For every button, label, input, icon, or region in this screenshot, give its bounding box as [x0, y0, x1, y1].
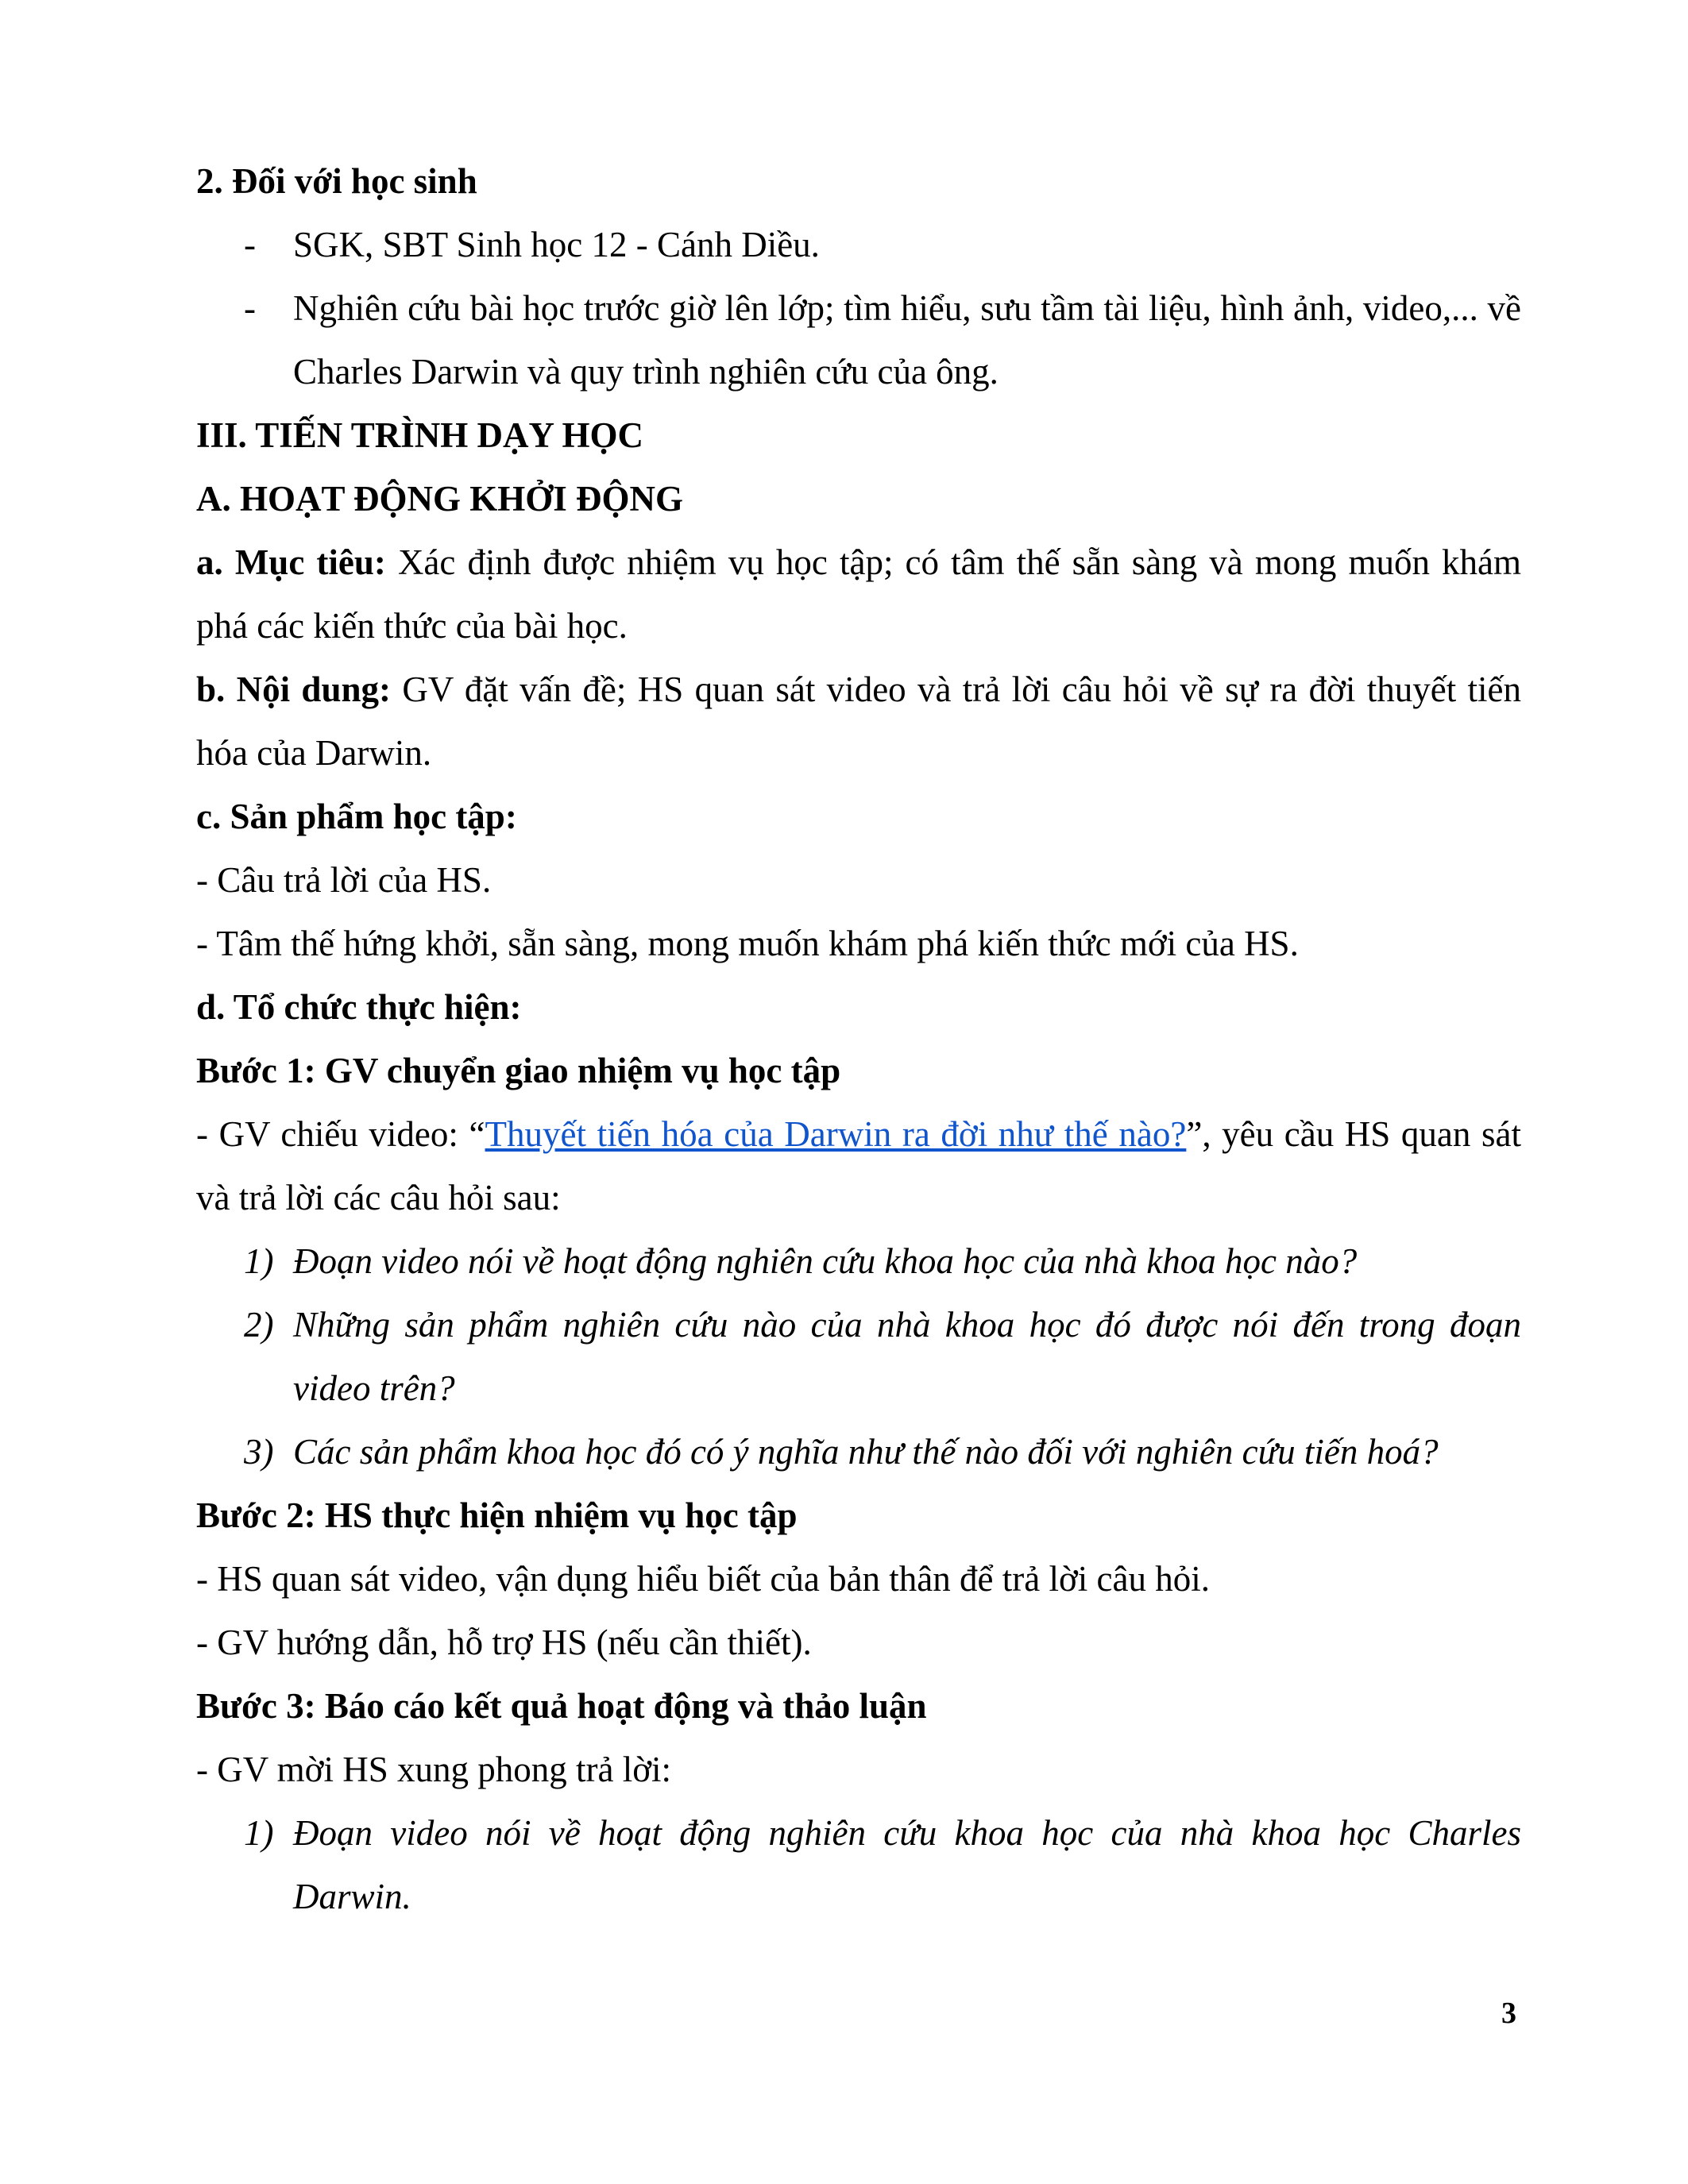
organization-label: d. Tổ chức thực hiện: — [196, 987, 522, 1027]
product-item: - Tâm thế hứng khởi, sẵn sàng, mong muốn khám phá kiến thức mới của HS. — [196, 924, 1299, 963]
step1-intro-before: - GV chiếu video: “ — [196, 1114, 485, 1154]
content-text: GV đặt vấn đề; HS quan sát video và trả lời câu hỏi về sự ra đời thuyết tiến hóa của Darwin. — [196, 669, 1522, 773]
content-label: b. Nội dung: — [196, 669, 391, 709]
document-page — [196, 149, 1521, 1928]
activity-heading: A. HOẠT ĐỘNG KHỞI ĐỘNG — [196, 479, 683, 519]
question-number: 3) — [244, 1432, 274, 1472]
question-number: 2) — [244, 1305, 274, 1345]
list-item — [196, 213, 1521, 276]
question-number: 1) — [244, 1241, 274, 1281]
list-item — [196, 276, 1521, 403]
question-text: Các sản phẩm khoa học đó có ý nghĩa như thế nào đối với nghiên cứu tiến hoá? — [293, 1432, 1439, 1472]
question-text: Những sản phẩm nghiên cứu nào của nhà khoa học đó được nói đến trong đoạn video trên? — [293, 1305, 1521, 1408]
step3-intro: - GV mời HS xung phong trả lời: — [196, 1750, 672, 1789]
page-number: 3 — [1501, 1997, 1516, 2030]
objective-paragraph — [196, 531, 1521, 658]
content-paragraph — [196, 658, 1521, 785]
bullet-marker: - — [244, 225, 256, 264]
question-item — [196, 1420, 1521, 1484]
objective-text: Xác định được nhiệm vụ học tập; có tâm thế sẵn sàng và mong muốn khám phá các kiến thức của bài học. — [196, 542, 1521, 646]
bullet-marker: - — [244, 288, 256, 328]
section-heading-teaching-process: III. TIẾN TRÌNH DẠY HỌC — [196, 415, 644, 455]
step1-intro-after: ”, yêu cầu HS quan sát và trả lời các câu hỏi sau: — [196, 1114, 1521, 1217]
step2-item: - HS quan sát video, vận dụng hiểu biết của bản thân để trả lời câu hỏi. — [196, 1559, 1210, 1599]
product-label: c. Sản phẩm học tập: — [196, 797, 517, 836]
question-text: Đoạn video nói về hoạt động nghiên cứu khoa học của nhà khoa học nào? — [293, 1241, 1358, 1281]
bullet-text: Nghiên cứu bài học trước giờ lên lớp; tìm hiểu, sưu tầm tài liệu, hình ảnh, video,... về Charles Darwin và quy trình nghiên cứu của ông. — [293, 288, 1521, 392]
answer-item — [196, 1801, 1521, 1928]
answer-number: 1) — [244, 1813, 274, 1853]
section-heading-students: 2. Đối với học sinh — [196, 161, 477, 201]
video-link[interactable]: Thuyết tiến hóa của Darwin ra đời như thế nào? — [485, 1114, 1187, 1154]
question-item — [196, 1293, 1521, 1420]
bullet-text: SGK, SBT Sinh học 12 - Cánh Diều. — [293, 225, 820, 264]
answer-text: Đoạn video nói về hoạt động nghiên cứu khoa học của nhà khoa học Charles Darwin. — [293, 1813, 1521, 1916]
step1-heading: Bước 1: GV chuyển giao nhiệm vụ học tập — [196, 1051, 841, 1090]
step2-heading: Bước 2: HS thực hiện nhiệm vụ học tập — [196, 1495, 798, 1535]
objective-label: a. Mục tiêu: — [196, 542, 386, 582]
product-item: - Câu trả lời của HS. — [196, 860, 492, 900]
question-item — [196, 1229, 1521, 1293]
step2-item: - GV hướng dẫn, hỗ trợ HS (nếu cần thiết). — [196, 1623, 812, 1662]
step1-intro — [196, 1102, 1521, 1229]
step3-heading: Bước 3: Báo cáo kết quả hoạt động và thảo luận — [196, 1686, 927, 1726]
